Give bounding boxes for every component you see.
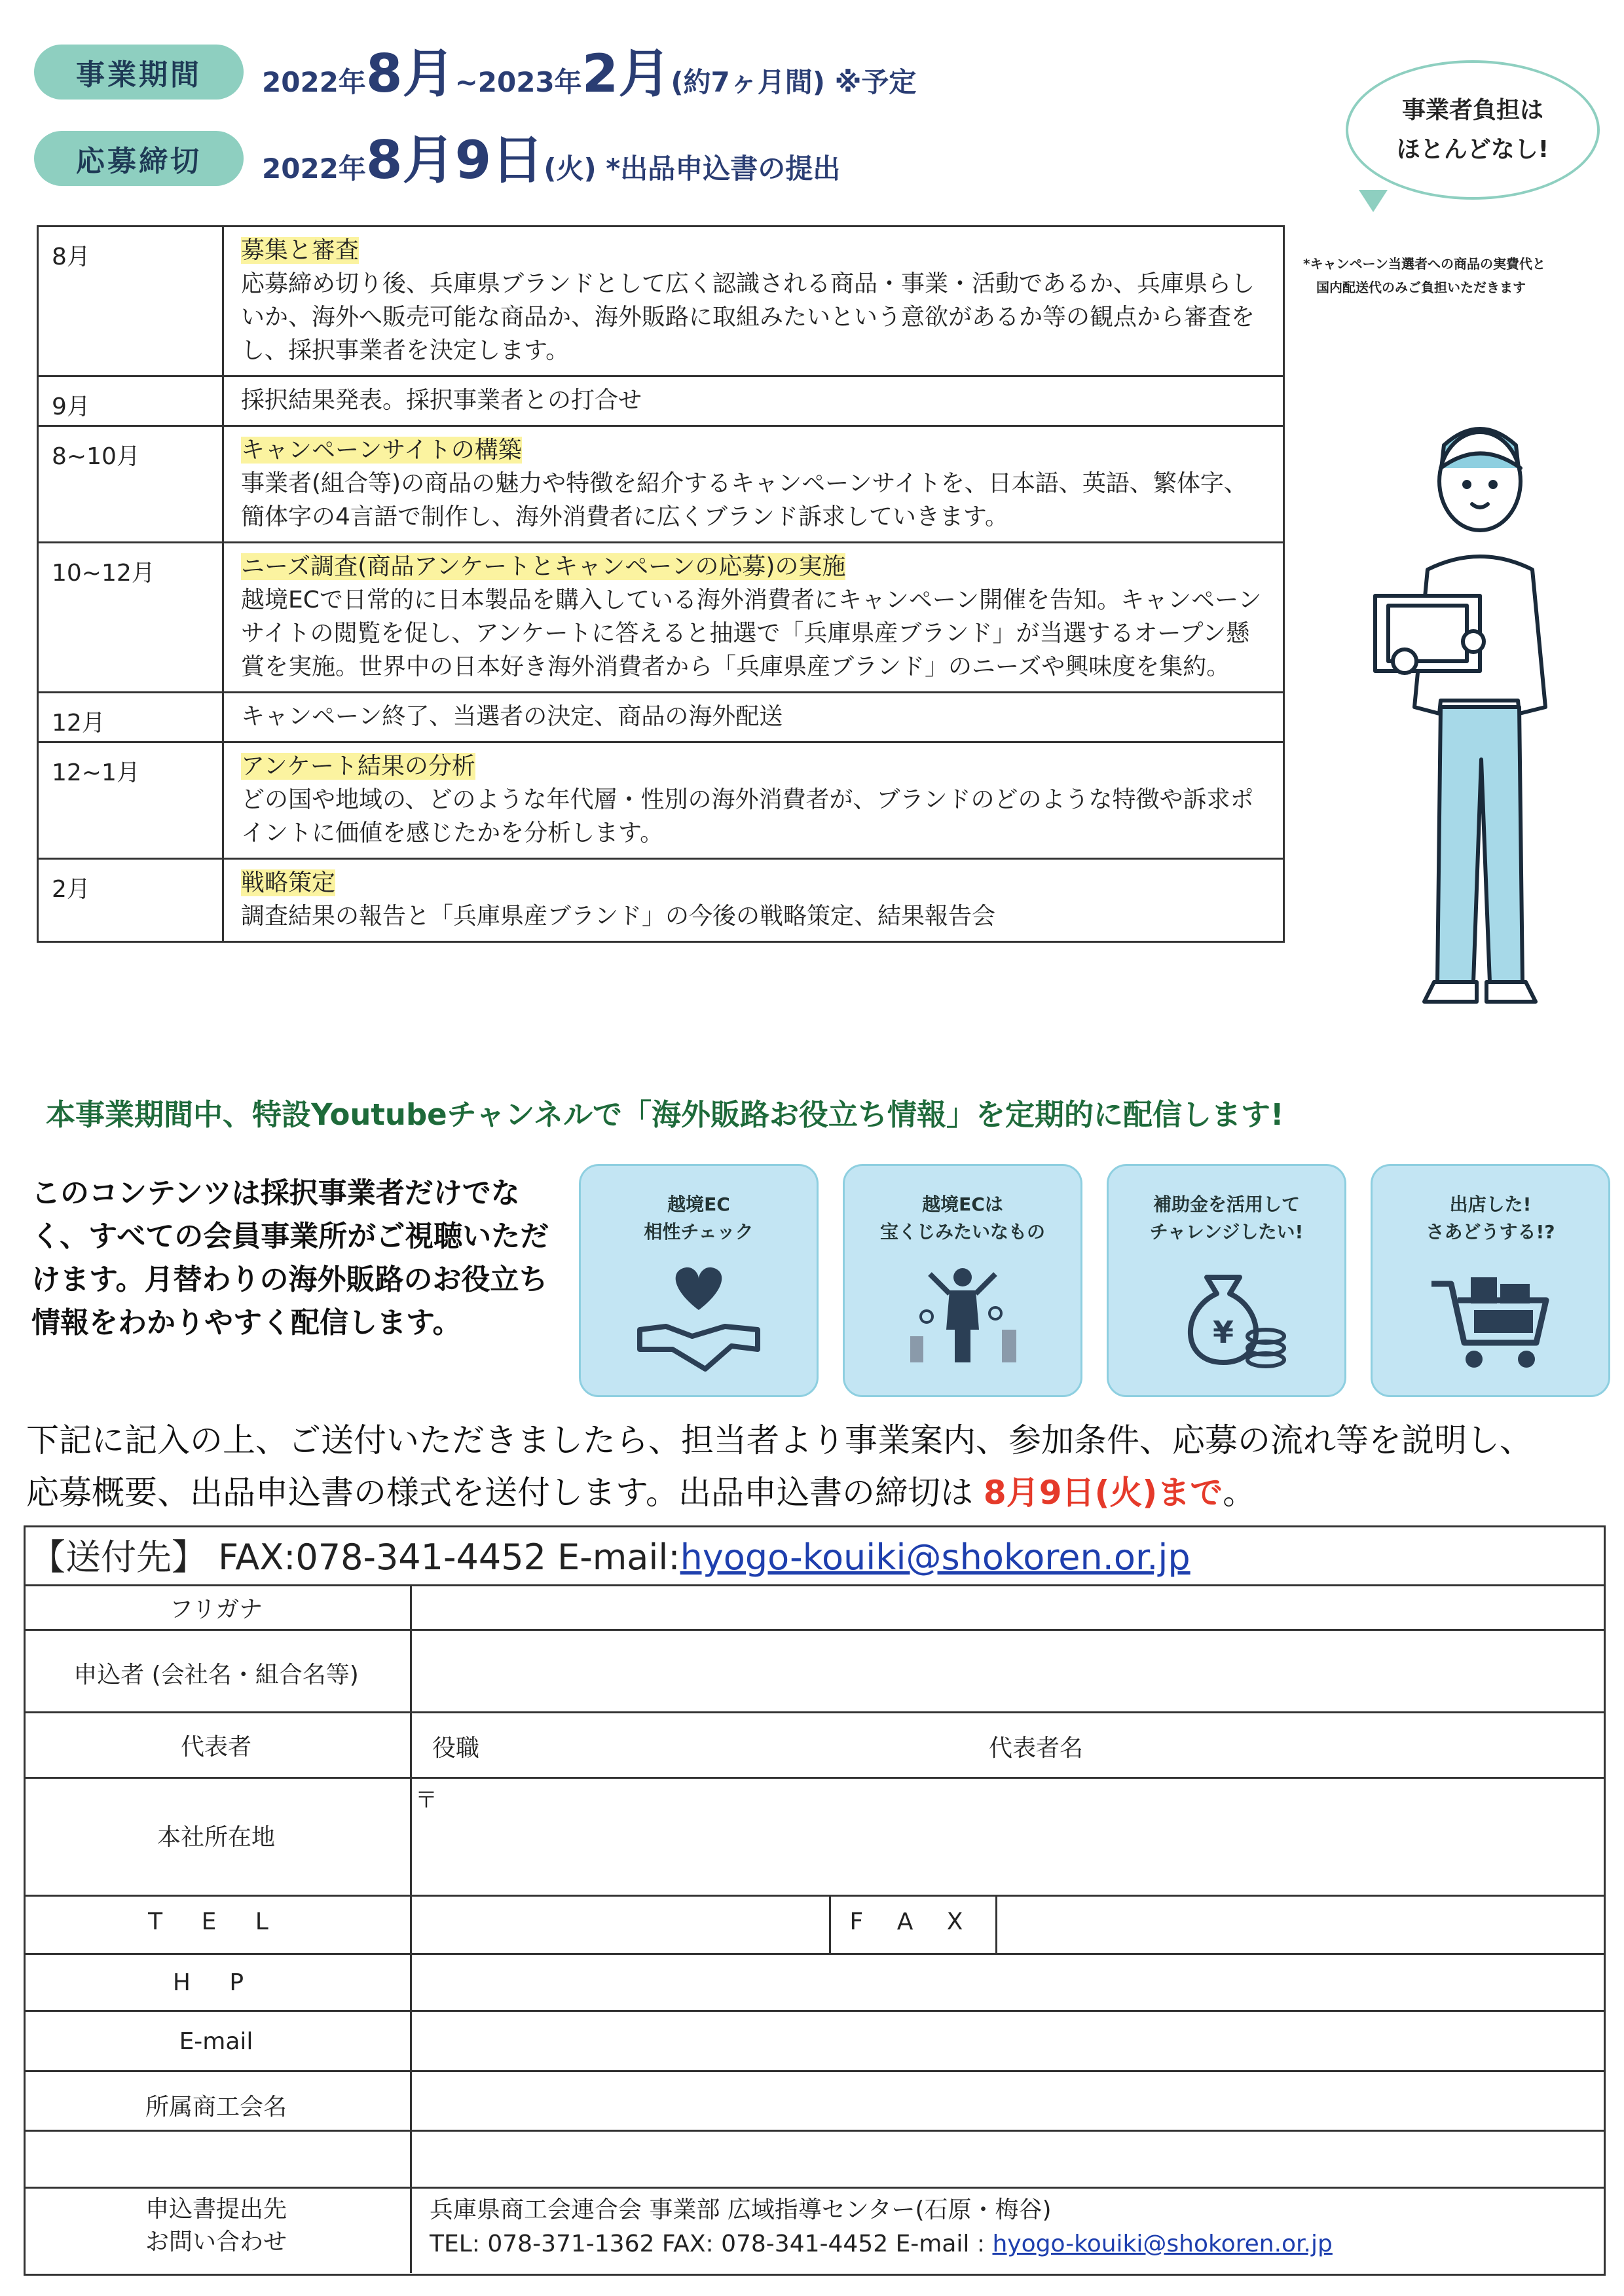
applicant-field[interactable] xyxy=(413,1631,1602,1710)
schedule-body: 事業者(組合等)の商品の魅力や特徴を紹介するキャンペーンサイトを、日本語、英語、繁体字、簡体字の4言語で制作し、海外消費者に広くブランド訴求していきます。 xyxy=(241,470,1247,530)
schedule-row xyxy=(38,543,1284,693)
svg-text:¥: ¥ xyxy=(1212,1315,1234,1350)
label-rep-name: 代表者名 xyxy=(989,1735,1084,1762)
period-text: 2022年8月~2023年2月(約7ヶ月間) ※予定 xyxy=(262,43,917,104)
schedule-table xyxy=(37,225,1285,943)
fax-field[interactable] xyxy=(998,1897,1600,1952)
schedule-title: ニーズ調査(商品アンケートとキャンペーンの応募)の実施 xyxy=(241,553,846,580)
bubble-tail xyxy=(1359,190,1388,212)
label-chamber: 所属商工会名 xyxy=(145,2094,287,2121)
rep-name-field[interactable] xyxy=(1113,1715,1598,1774)
schedule-content xyxy=(223,742,1284,859)
send-email-link[interactable]: hyogo-kouiki@shokoren.or.jp xyxy=(680,1537,1190,1578)
intro-text: 下記に記入の上、ご送付いただきましたら、担当者より事業案内、参加条件、応募の流れ等を説明し、 応募概要、出品申込書の様式を送付します。出品申込書の締切は 8月9日(火)まで。 xyxy=(26,1421,1532,1512)
card-ec-lottery: 越境ECは 宝くじみたいなもの xyxy=(843,1164,1082,1397)
period-label: 事業期間 xyxy=(34,45,244,100)
tel-field[interactable] xyxy=(413,1897,828,1952)
schedule-month: 12月 xyxy=(38,693,223,742)
schedule-row xyxy=(38,859,1284,942)
schedule-title: アンケート結果の分析 xyxy=(241,753,475,780)
label-title: 役職 xyxy=(432,1735,480,1762)
schedule-body: キャンペーン終了、当選者の決定、商品の海外配送 xyxy=(241,703,783,730)
schedule-month: 2月 xyxy=(38,859,223,942)
schedule-row xyxy=(38,376,1284,426)
schedule-title: 戦略策定 xyxy=(241,869,336,896)
card-ec-compatibility: 越境EC 相性チェック xyxy=(579,1164,819,1397)
schedule-month: 8~10月 xyxy=(38,426,223,543)
label-fax: F A X xyxy=(849,1908,976,1935)
schedule-body: 応募締め切り後、兵庫県ブランドとして広く認識される商品・事業・活動であるか、兵庫県らしいか、海外へ販売可能な商品か、海外販路に取組みたいという意欲があるか等の観点から審査をし、採択事業者を決定します。 xyxy=(241,270,1255,364)
youtube-banner: 本事業期間中、特設Youtubeチャンネルで「海外販路お役立ち情報」を定期的に配信します! xyxy=(46,1097,1284,1132)
chamber-field[interactable] xyxy=(413,2073,1602,2128)
schedule-content xyxy=(223,426,1284,543)
title-field[interactable] xyxy=(498,1715,956,1774)
address-field[interactable] xyxy=(439,1781,1598,1892)
lottery-person-icon xyxy=(897,1264,1028,1376)
person-with-tablet-illustration xyxy=(1369,419,1591,1008)
schedule-content xyxy=(223,693,1284,742)
send-to-line: 【送付先】 FAX:078-341-4452 E-mail:hyogo-kouiki@shokoren.or.jp xyxy=(30,1537,1190,1578)
schedule-body: 採択結果発表。採択事業者との打合せ xyxy=(241,387,642,414)
content-description: このコンテンツは採択事業者だけでなく、すべての会員事業所がご視聴いただけます。月替わりの海外販路のお役立ち情報をわかりやすく配信します。 xyxy=(31,1176,549,1339)
schedule-row xyxy=(38,227,1284,376)
schedule-row xyxy=(38,426,1284,543)
schedule-title: 募集と審査 xyxy=(241,237,360,264)
deadline-text: 2022年8月9日(火) *出品申込書の提出 xyxy=(262,130,841,191)
contact-info: 兵庫県商工会連合会 事業部 広域指導センター(石原・梅谷) TEL: 078-371-1362 FAX: 078-341-4452 E-mail : hyogo-kouiki@shokoren.or.jp xyxy=(430,2196,1333,2257)
postal-mark: 〒 xyxy=(415,1787,437,1813)
label-furigana: フリガナ xyxy=(169,1596,263,1623)
cost-bubble: 事業者負担は ほとんどなし! xyxy=(1346,60,1600,200)
schedule-body: 越境ECで日常的に日本製品を購入している海外消費者にキャンペーン開催を告知。キャンペーンサイトの閲覧を促し、アンケートに答えると抽選で「兵庫県産ブランド」が当選するオープン懸賞を実施。世界中の日本好き海外消費者から「兵庫県産ブランド」のニーズや興味度を集約。 xyxy=(241,587,1262,680)
card-opened-shop: 出店した! さあどうする!? xyxy=(1371,1164,1610,1397)
schedule-title: キャンペーンサイトの構築 xyxy=(241,437,522,464)
schedule-month: 12~1月 xyxy=(38,742,223,859)
schedule-content xyxy=(223,227,1284,376)
label-applicant: 申込者 (会社名・組合名等) xyxy=(73,1662,359,1688)
label-submit-to: 申込書提出先 お問い合わせ xyxy=(145,2196,287,2255)
bubble-note: *キャンペーン当選者への商品の実費代と 国内配送代のみご負担いただきます xyxy=(1303,256,1546,295)
email-field[interactable] xyxy=(413,2013,1602,2068)
deadline-label: 応募締切 xyxy=(34,131,244,186)
label-address: 本社所在地 xyxy=(157,1824,275,1851)
schedule-content xyxy=(223,859,1284,942)
furigana-field[interactable] xyxy=(413,1587,1602,1628)
schedule-body: 調査結果の報告と「兵庫県産ブランド」の今後の戦略策定、結果報告会 xyxy=(241,903,996,930)
hp-field[interactable] xyxy=(413,1956,1602,2009)
handshake-heart-icon xyxy=(633,1264,764,1376)
schedule-month: 8月 xyxy=(38,227,223,376)
money-bag-icon xyxy=(1161,1264,1292,1376)
schedule-content xyxy=(223,376,1284,426)
label-hp: H P xyxy=(172,1969,260,1996)
label-tel: T E L xyxy=(148,1908,284,1935)
card-subsidy: 補助金を活用して チャレンジしたい! ¥ xyxy=(1107,1164,1346,1397)
schedule-row xyxy=(38,742,1284,859)
label-representative: 代表者 xyxy=(180,1734,251,1760)
deadline-highlight: 8月9日(火)まで xyxy=(983,1474,1223,1512)
label-email: E-mail xyxy=(179,2028,253,2055)
contact-email-link[interactable]: hyogo-kouiki@shokoren.or.jp xyxy=(992,2231,1333,2257)
schedule-body: どの国や地域の、どのような年代層・性別の海外消費者が、ブランドのどのような特徴や訴求ポイントに価値を感じたかを分析します。 xyxy=(241,786,1254,847)
schedule-month: 10~12月 xyxy=(38,543,223,693)
schedule-month: 9月 xyxy=(38,376,223,426)
schedule-content xyxy=(223,543,1284,693)
shopping-cart-icon xyxy=(1425,1264,1556,1376)
schedule-row xyxy=(38,693,1284,742)
